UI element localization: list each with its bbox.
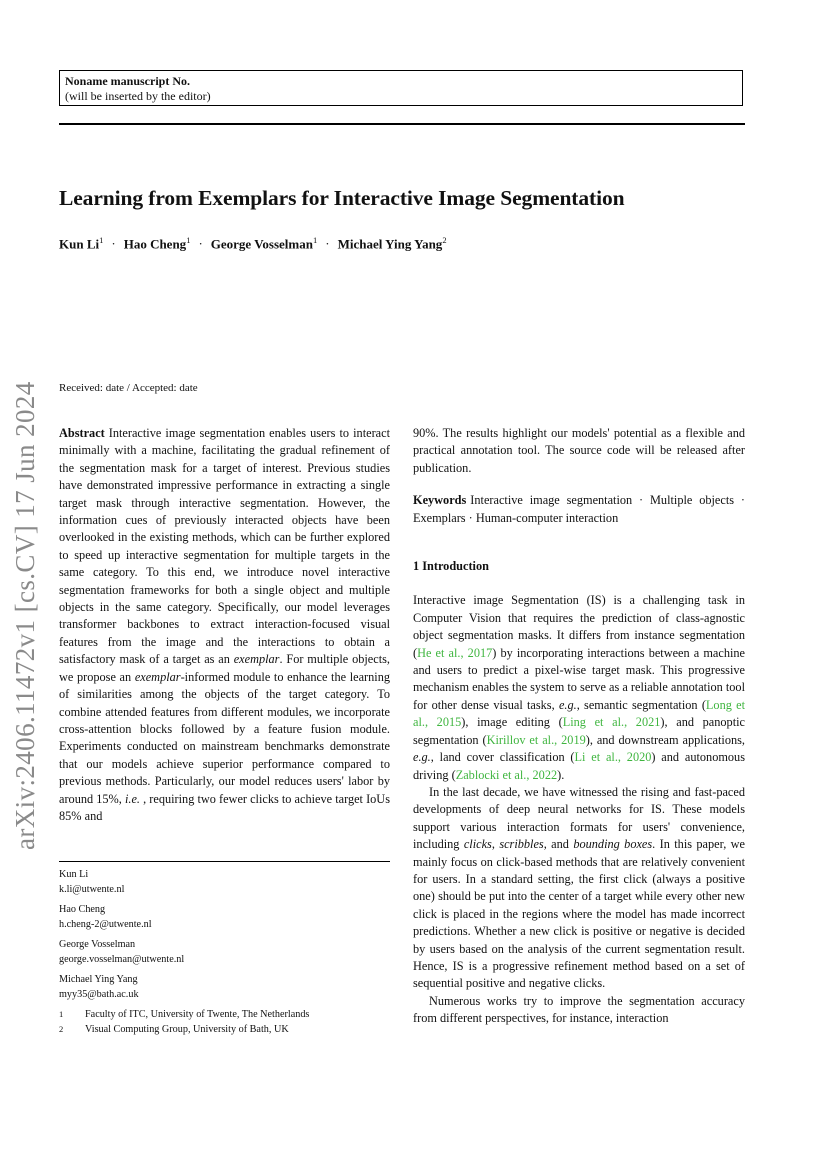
editor-note: (will be inserted by the editor) <box>65 89 211 103</box>
footnote-author <box>59 902 399 932</box>
body-text: ). <box>557 767 565 782</box>
affiliation-footnote <box>59 1007 399 1022</box>
body-text: , <box>491 837 500 852</box>
received-accepted-line: Received: date / Accepted: date <box>59 382 198 394</box>
intro-paragraph <box>413 592 745 783</box>
author-name: George Vosselman <box>210 236 313 252</box>
footnote-author-name: Hao Cheng <box>59 904 106 915</box>
footnote-author-email: george.vosselman@utwente.nl <box>59 954 185 965</box>
left-column <box>59 425 390 825</box>
manuscript-number-label: Noname manuscript No. <box>65 74 190 88</box>
body-text: , and <box>543 837 574 852</box>
keywords-paragraph <box>413 492 745 527</box>
author-affiliation-mark: 1 <box>99 235 104 245</box>
paper-title: Learning from Exemplars for Interactive Image Segmentation <box>59 186 625 210</box>
footnote-author-email: myy35@bath.ac.uk <box>59 989 139 1000</box>
body-text: In the last decade, we have witnessed the rising and fast-paced developments of deep neural networks for IS. These models support various interaction formats for users' convenience, including <box>413 784 745 852</box>
affiliation-footnote <box>59 1022 399 1037</box>
abstract-emphasis: i.e. <box>124 791 140 806</box>
body-text: ), and downstream applications, <box>585 732 745 747</box>
emphasis-text: scribbles <box>499 837 544 852</box>
author-affiliation-mark: 1 <box>312 235 318 245</box>
author-name: Kun Li <box>59 236 100 252</box>
header-rule <box>59 123 745 125</box>
footnote-author <box>59 867 399 897</box>
citation-link[interactable]: He et al., 2017 <box>417 645 493 660</box>
citation-link[interactable]: Kirillov et al., 2019 <box>486 732 586 747</box>
author-name: Hao Cheng <box>123 236 187 252</box>
abstract-text: . For multiple objects, we propose an <box>59 652 390 684</box>
author-affiliation-mark: 2 <box>442 235 447 245</box>
affiliation-number: 2 <box>59 1024 64 1034</box>
body-text: ) by incorporating interactions between a machine and users to predict a pixel-wise target mask. This progressive mechanism enables the system to serve as a reliable annotation tool for other dense visual tasks, <box>413 645 745 712</box>
footnotes <box>59 867 399 1037</box>
body-text: ), image editing ( <box>461 715 563 730</box>
body-text: Interactive image Segmentation (IS) is a challenging task in Computer Vision that requires the prediction of class-agnostic object segmentation masks. It differs from instance segmentation ( <box>413 593 745 660</box>
author-separator: · <box>198 236 203 252</box>
affiliation-text: Visual Computing Group, University of Bath, UK <box>85 1024 289 1035</box>
footnote-author <box>59 937 399 967</box>
footnote-author-name: Michael Ying Yang <box>59 974 138 985</box>
footnote-rule <box>59 861 390 862</box>
right-column <box>413 425 745 1028</box>
abstract-text: Interactive image segmentation enables users to interact minimally with a machine, facilitating the gradual refinement of the segmentation mask for a target of interest. Previous studies have demonstrated impressive performance in extracting a single target mask through interactive segmentation. However, the information cues of previously interacted objects have been overlooked in the existing methods, which can be further explored to speed up interactive segmentation for multiple targets in the same category. To this end, we introduce novel interactive segmentation frameworks for both a single object and multiple objects in the same category. Specifically, our model leverages transformer backbones to extract interaction-focused visual features from the image and the interactions to obtain a satisfactory mask of a target as an <box>59 426 390 667</box>
manuscript-header-box <box>59 70 743 106</box>
emphasis-text: clicks <box>463 837 492 852</box>
footnote-author <box>59 972 399 1002</box>
author-separator: · <box>325 236 330 252</box>
keywords-label: Keywords <box>413 493 467 508</box>
footnote-author-name: Kun Li <box>59 869 89 880</box>
abstract-text: -informed module to enhance the learning of similarities among the objects of the target category. To combine attended features from different modules, we incorporate cross-attention blocks followed by a feature fusion module. Experiments conducted on mainstream benchmarks demonstrate that our models achieve superior performance compared to previous methods. Particularly, our model reduces users' labor by around 15%, <box>59 669 390 806</box>
footnote-author-email: h.cheng-2@utwente.nl <box>59 919 152 930</box>
section-heading: 1 Introduction <box>413 559 489 574</box>
citation-link[interactable]: Li et al., 2020 <box>574 750 652 765</box>
emphasis-text: e.g. <box>413 750 431 765</box>
affiliation-text: Faculty of ITC, University of Twente, The Netherlands <box>85 1009 310 1020</box>
affiliation-number: 1 <box>59 1009 64 1019</box>
body-text: , semantic segmentation ( <box>576 697 706 712</box>
citation-link[interactable]: Long et al., 2015 <box>413 697 746 730</box>
citation-link[interactable]: Ling et al., 2021 <box>562 715 661 730</box>
author-name: Michael Ying Yang <box>337 236 443 252</box>
arxiv-stamp: arXiv:2406.11472v1 [cs.CV] 17 Jun 2024 <box>10 381 40 850</box>
footnote-author-email: k.li@utwente.nl <box>59 884 125 895</box>
body-text: . In this paper, we mainly focus on click-based methods that are relatively convenient for users. In a standard setting, the first click (always a positive one) should be put into the center of a target while every other new click is placed in the regions where the model has made incorrect predictions. Whether a new click is positive or negative is decided by users based on the analysis of the current segmentation result. Hence, IS is a progressive refinement method based on a set of sequential positive and negative clicks. <box>413 837 746 991</box>
abstract-paragraph <box>59 425 390 825</box>
emphasis-text: bounding boxes <box>573 837 653 852</box>
abstract-label: Abstract <box>59 426 105 440</box>
abstract-text-left-tail: , requiring two fewer clicks to achieve target IoUs 85% and <box>59 791 390 823</box>
body-text: ), and panoptic segmentation ( <box>413 715 745 747</box>
abstract-emphasis: exemplar <box>134 669 181 684</box>
author-affiliation-mark: 1 <box>186 235 191 245</box>
abstract-emphasis: exemplar <box>233 652 280 667</box>
intro-paragraph <box>413 993 745 1028</box>
intro-paragraph <box>413 784 745 993</box>
author-list <box>59 235 759 252</box>
abstract-continuation: 90%. The results highlight our models' potential as a flexible and practical annotation tool. The source code will be released after publication. <box>413 426 745 475</box>
emphasis-text: e.g. <box>558 697 577 712</box>
author-separator: · <box>111 236 116 252</box>
body-text: ) and autonomous driving ( <box>413 750 745 782</box>
footnote-author-name: George Vosselman <box>59 939 136 950</box>
body-text: , land cover classification ( <box>430 750 575 765</box>
citation-link[interactable]: Zablocki et al., 2022 <box>455 767 558 782</box>
body-text: Numerous works try to improve the segmentation accuracy from different perspectives, for instance, interaction <box>413 993 745 1026</box>
keywords-text: Interactive image segmentation · Multiple objects · Exemplars · Human-computer interaction <box>413 493 745 525</box>
